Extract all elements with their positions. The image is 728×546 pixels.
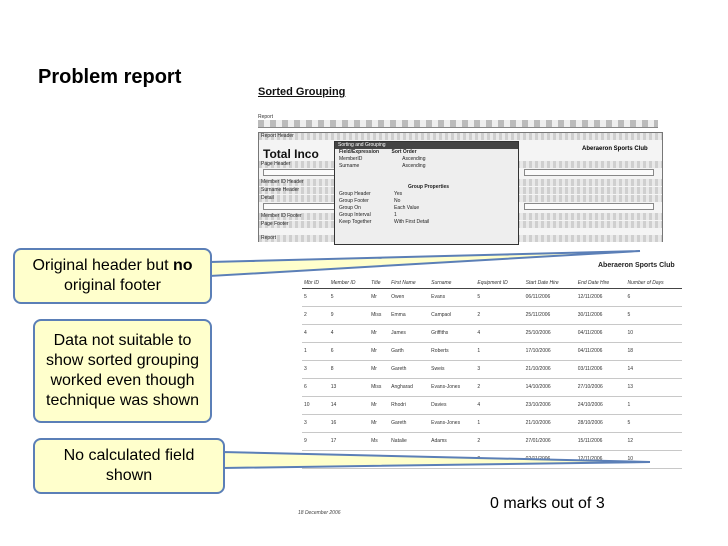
callout-text-pre: Original header but (32, 257, 169, 274)
table-cell: 9 (302, 432, 329, 450)
table-cell: 1 (626, 396, 682, 414)
group-property-row: Group On Each Value (339, 205, 420, 211)
callout-text-post: original footer (64, 277, 161, 294)
band-detail: Detail (259, 195, 662, 202)
table-cell: 6 (626, 288, 682, 306)
table-cell: Mr (369, 360, 389, 378)
table-cell: 25/11/2006 (524, 306, 576, 324)
table-cell: 3 (302, 414, 329, 432)
dialog-col-sort: Sort Order (391, 149, 417, 155)
sort-order: Ascending (402, 163, 426, 169)
table-cell: 10 (626, 324, 682, 342)
table-cell: 12/11/2006 (576, 450, 626, 468)
table-cell: 13 (626, 378, 682, 396)
group-properties-label: Group Properties (407, 184, 450, 190)
table-cell: 03/11/2006 (576, 360, 626, 378)
table-cell: 4 (475, 324, 523, 342)
table-cell: Campaol (429, 306, 475, 324)
table-cell: Evans-Jones (429, 378, 475, 396)
preview-footer-date: 18 December 2006 (298, 510, 341, 516)
marks-label: 0 marks out of 3 (490, 495, 605, 512)
table-cell: Mr (369, 414, 389, 432)
table-cell: 4 (302, 324, 329, 342)
table-cell: 2 (475, 432, 523, 450)
table-cell: Mr (369, 324, 389, 342)
table-cell: 28/10/2006 (576, 414, 626, 432)
band-page-footer: Page Footer (259, 221, 662, 228)
callout-no-calc-field-text: No calculated field shown (63, 447, 195, 484)
table-cell: 9 (329, 306, 369, 324)
table-cell: Garth (389, 342, 429, 360)
table-cell: 3 (302, 360, 329, 378)
table-cell: 10 (302, 396, 329, 414)
table-cell: Evans-Jones (429, 414, 475, 432)
table-cell: 2 (475, 306, 523, 324)
table-cell: Gareth (389, 360, 429, 378)
table-cell: Natalie (389, 432, 429, 450)
table-cell: 14 (329, 396, 369, 414)
preview-club: Aberaeron Sports Club (598, 262, 675, 269)
table-cell: 12/11/2006 (576, 288, 626, 306)
column-header: Title (369, 278, 389, 288)
band-member-id-header: Member ID Header (259, 179, 662, 186)
group-property-row: Group Interval 1 (339, 212, 397, 218)
table-cell: 18 (626, 342, 682, 360)
table-cell: 21/10/2006 (524, 360, 576, 378)
table-cell: 4 (475, 396, 523, 414)
column-header: Member ID (329, 278, 369, 288)
callout-header-footer (13, 248, 212, 304)
sort-field: MemberID (339, 156, 363, 162)
table-cell: Miss (369, 378, 389, 396)
column-header: Surname (429, 278, 475, 288)
table-cell: 16 (329, 414, 369, 432)
band-report-footer: Report (259, 235, 662, 242)
screenshot-title: Sorted Grouping (258, 86, 346, 98)
callout-data-unsuitable-text: Data not suitable to show sorted grouping worked even though technique was shown (46, 332, 199, 409)
table-cell: Angharad (389, 378, 429, 396)
table-cell: 2 (302, 306, 329, 324)
table-cell: 13 (329, 378, 369, 396)
table-cell: Roberts (429, 342, 475, 360)
band-report-header: Report Header (259, 133, 662, 140)
table-cell: 1 (302, 342, 329, 360)
table-cell: 5 (626, 414, 682, 432)
callout-data-unsuitable (33, 319, 212, 423)
table-cell: 14/10/2006 (524, 378, 576, 396)
table-cell: 17/10/2006 (524, 342, 576, 360)
table-cell: Owen (389, 288, 429, 306)
column-header: End Date Hire (576, 278, 626, 288)
group-property-row: Group Header Yes (339, 191, 403, 197)
table-cell: Ms (369, 432, 389, 450)
band-surname-header: Surname Header (259, 187, 662, 194)
table-cell: Gareth (389, 414, 429, 432)
table-cell: Mr (369, 342, 389, 360)
table-cell: 06/11/2006 (524, 288, 576, 306)
table-cell: Mr (369, 396, 389, 414)
table-cell: 5 (302, 288, 329, 306)
table-cell: 15/11/2006 (576, 432, 626, 450)
table-cell: James (389, 324, 429, 342)
table-cell: 3 (475, 360, 523, 378)
table-cell: 4 (329, 324, 369, 342)
table-cell: Emma (389, 306, 429, 324)
table-cell: 6 (329, 342, 369, 360)
table-cell: 5 (329, 288, 369, 306)
pointer-header-footer (210, 251, 640, 276)
group-property-row: Group Footer No (339, 198, 401, 204)
table-cell: Evans (429, 288, 475, 306)
table-cell: 25/10/2006 (524, 324, 576, 342)
table-cell: 1 (475, 414, 523, 432)
table-cell: Davies (429, 396, 475, 414)
column-header: First Name (389, 278, 429, 288)
callout-header-footer-text (32, 256, 192, 296)
table-cell: Griffiths (429, 324, 475, 342)
table-cell: 24/10/2006 (576, 396, 626, 414)
callout-text-bold: no (173, 257, 193, 274)
window-label: Report (258, 114, 274, 120)
table-cell: Adams (429, 432, 475, 450)
table-cell: Rhodri (389, 396, 429, 414)
column-header: Start Date Hire (524, 278, 576, 288)
column-header: Mbr ID (302, 278, 329, 288)
table-cell: 6 (302, 378, 329, 396)
pointer-calculated-field (223, 452, 650, 468)
table-cell: 5 (475, 288, 523, 306)
dialog-col-field: Field/Expression (339, 149, 380, 155)
sort-field: Surname (339, 163, 360, 169)
table-cell: 2 (475, 378, 523, 396)
design-heading: Total Inco (263, 147, 319, 161)
table-cell: 23/10/2006 (524, 396, 576, 414)
table-cell: 21/10/2006 (524, 414, 576, 432)
column-header: Equipment ID (475, 278, 523, 288)
table-cell: 17 (329, 432, 369, 450)
table-cell: 12 (626, 432, 682, 450)
table-cell: Miss (369, 306, 389, 324)
table-cell: 5 (626, 306, 682, 324)
callout-no-calc-field (33, 438, 225, 494)
table-cell: 14 (626, 360, 682, 378)
table-cell: 27/10/2006 (576, 378, 626, 396)
table-cell: 04/11/2006 (576, 342, 626, 360)
column-header: Number of Days (626, 278, 682, 288)
sort-order: Ascending (402, 156, 426, 162)
table-cell: 27/01/2006 (524, 432, 576, 450)
design-club-label: Aberaeron Sports Club (582, 146, 648, 152)
table-cell: 10 (626, 450, 682, 468)
band-page-header: Page Header (259, 161, 662, 168)
slide-title: Problem report (38, 66, 182, 88)
table-cell: 30/11/2006 (576, 306, 626, 324)
dialog-title: Sorting and Grouping (335, 142, 518, 149)
group-property-row: Keep Together With First Detail (339, 219, 430, 225)
band-member-id-footer: Member ID Footer (259, 213, 662, 220)
table-cell: Mr (369, 288, 389, 306)
table-cell: 1 (475, 342, 523, 360)
table-cell: 8 (329, 360, 369, 378)
table-cell: Sweis (429, 360, 475, 378)
table-cell: 04/11/2006 (576, 324, 626, 342)
